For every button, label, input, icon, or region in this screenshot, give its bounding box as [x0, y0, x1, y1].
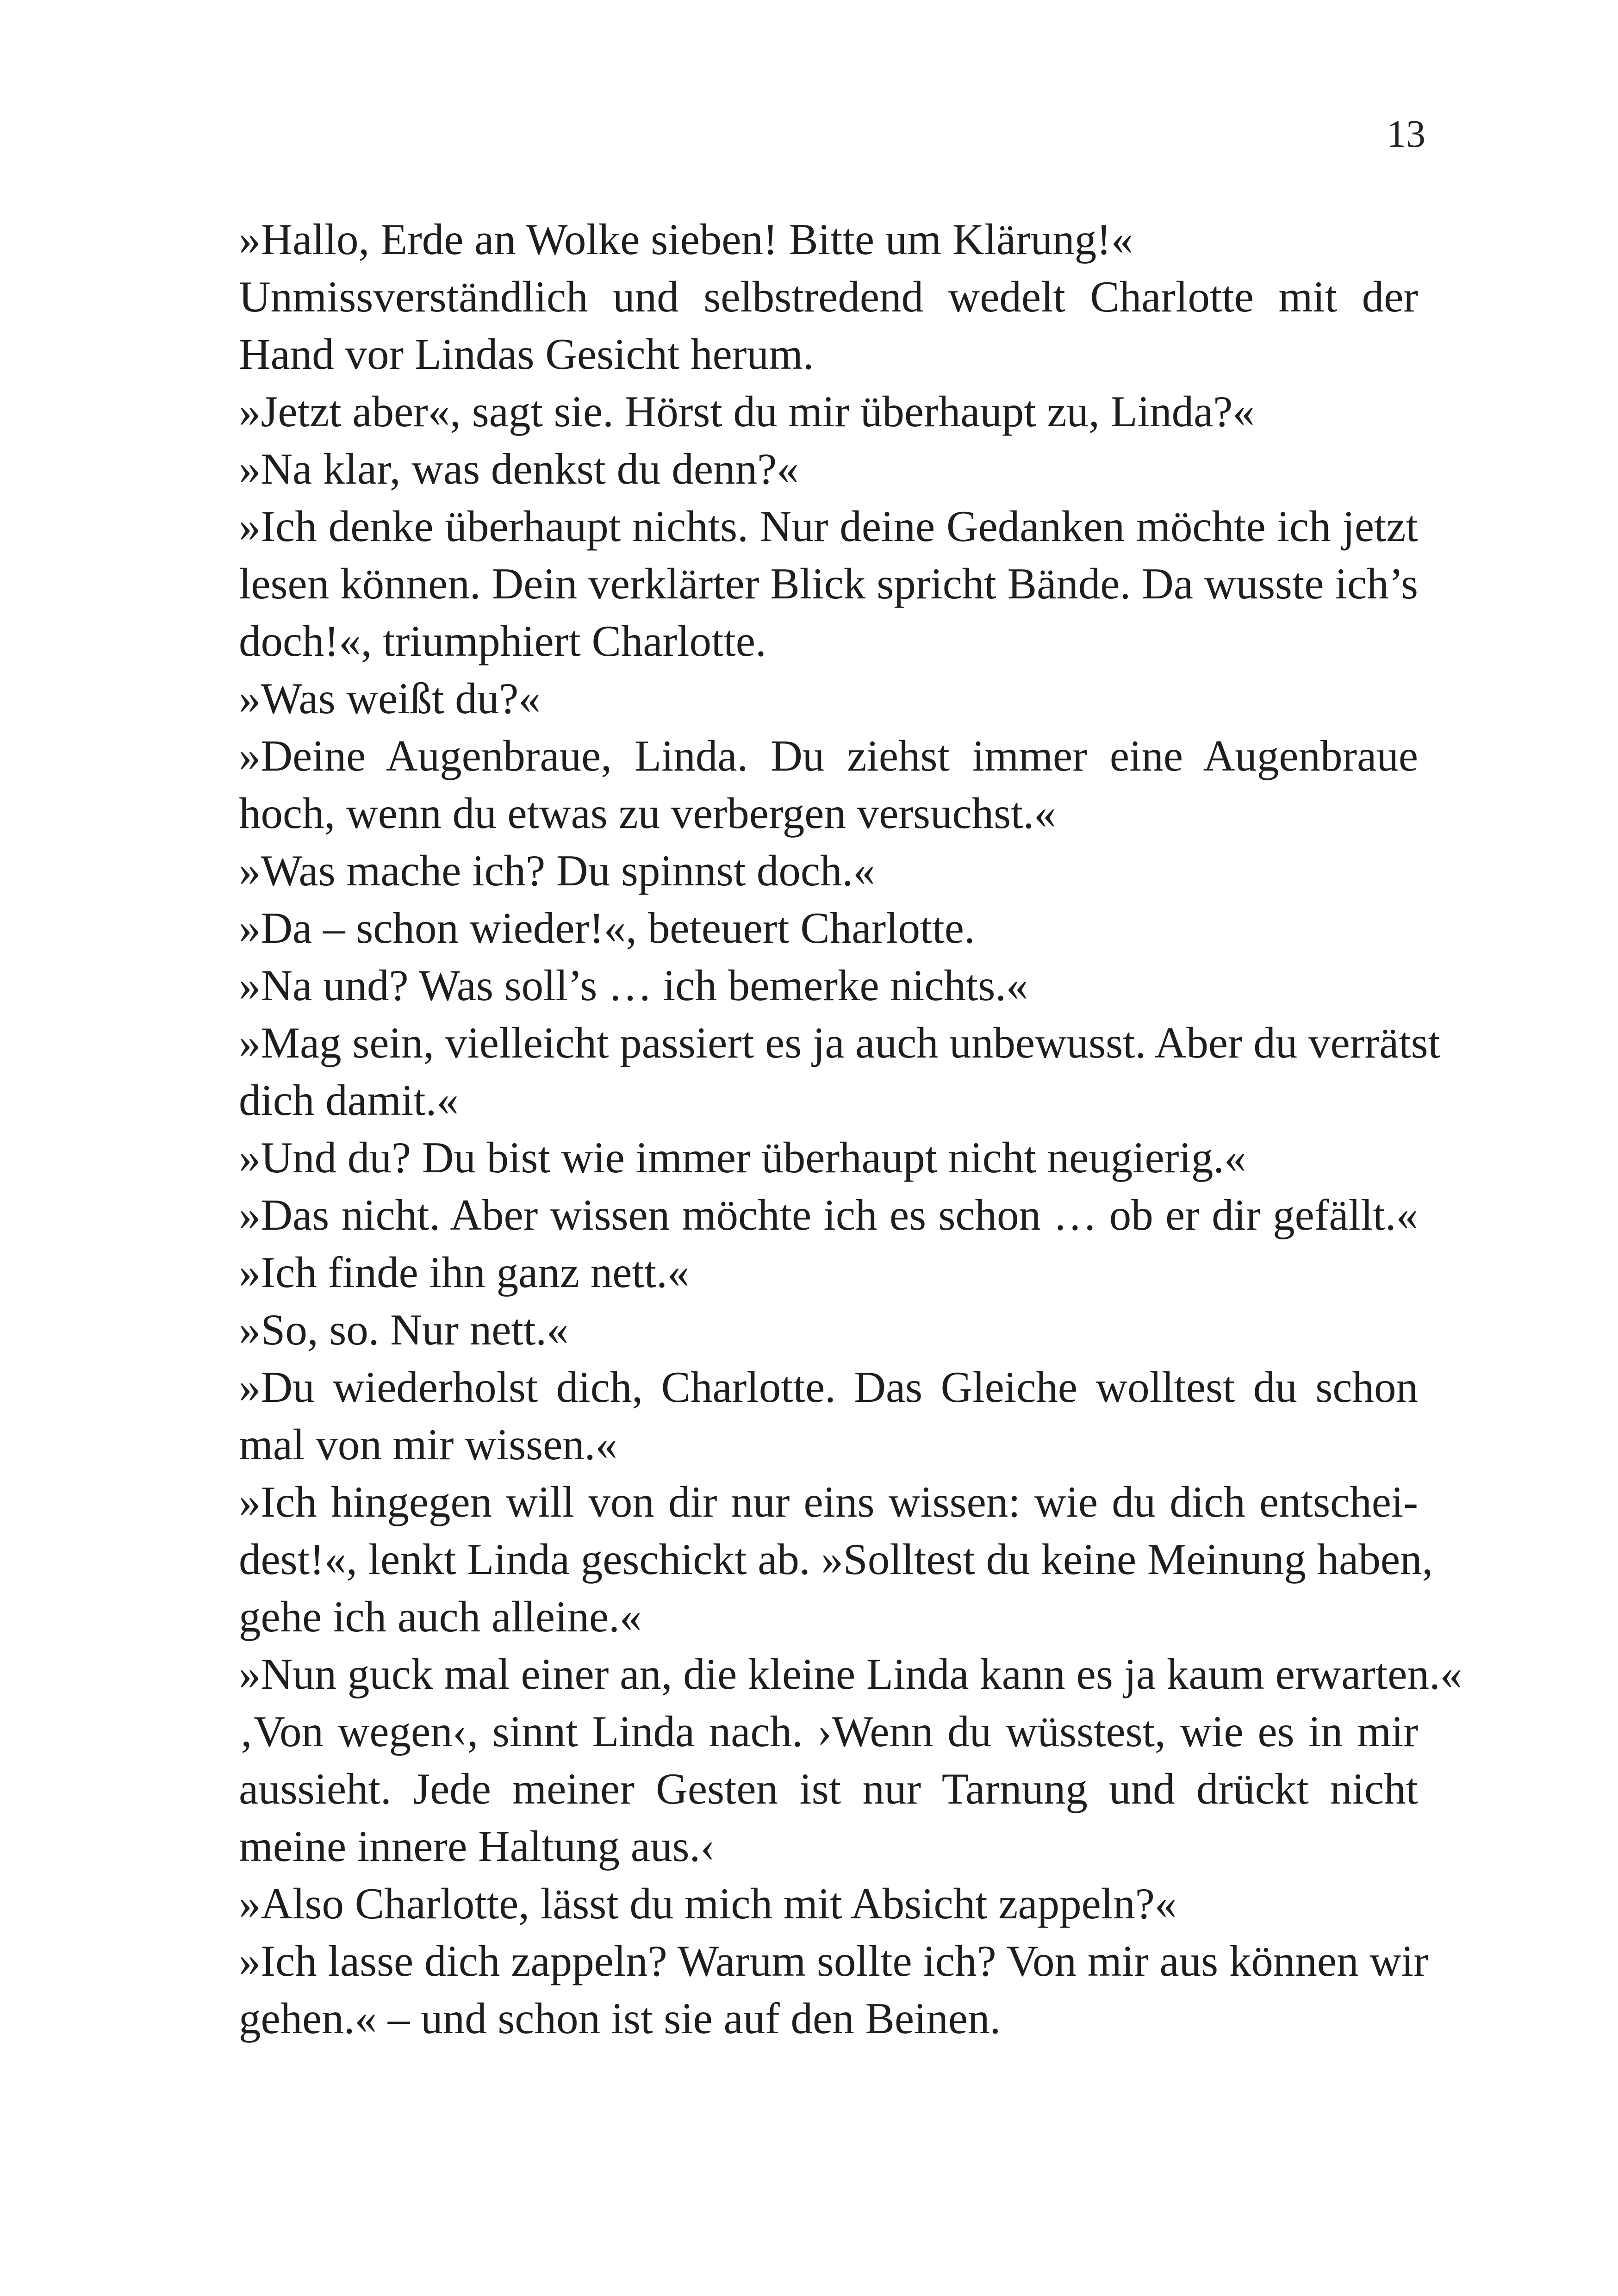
text-line: Unmissverständlich und selbstredend wedelt Charlotte mit der [239, 272, 1418, 321]
text-line: »Nun guck mal einer an, die kleine Linda kann es ja kaum erwarten.« [239, 1649, 1462, 1699]
text-line: »Da – schon wieder!«, beteuert Charlotte. [239, 903, 975, 952]
text-line: »Was weißt du?« [239, 674, 541, 723]
text-line: »Also Charlotte, lässt du mich mit Absicht zappeln?« [239, 1879, 1177, 1928]
text-line: »Jetzt aber«, sagt sie. Hörst du mir überhaupt zu, Linda?« [239, 387, 1255, 436]
text-line: »Du wiederholst dich, Charlotte. Das Gleiche wolltest du schon [239, 1363, 1418, 1412]
text-line: »Deine Augenbraue, Linda. Du ziehst immer eine Augenbraue [239, 731, 1418, 780]
body-text [239, 211, 1462, 2047]
text-line: »Das nicht. Aber wissen möchte ich es schon … ob er dir gefällt.« [239, 1190, 1418, 1239]
text-line: hoch, wenn du etwas zu verbergen versuchst.« [239, 789, 1056, 838]
text-line: gehe ich auch alleine.« [239, 1592, 642, 1641]
text-line: »Ich finde ihn ganz nett.« [239, 1248, 690, 1297]
text-line: »Hallo, Erde an Wolke sieben! Bitte um Klärung!« [239, 215, 1133, 264]
text-line: meine innere Haltung aus.‹ [239, 1822, 715, 1871]
text-line: dest!«, lenkt Linda geschickt ab. »Solltest du keine Meinung haben, [239, 1535, 1433, 1584]
text-line: »Mag sein, vielleicht passiert es ja auch unbewusst. Aber du verrätst [239, 1018, 1440, 1067]
text-line: dich damit.« [239, 1076, 459, 1125]
text-line: »Na und? Was soll’s … ich bemerke nichts.« [239, 961, 1028, 1010]
text-line: mal von mir wissen.« [239, 1420, 617, 1469]
text-line: »Ich hingegen will von dir nur eins wissen: wie du dich entschei- [239, 1477, 1418, 1526]
text-line: lesen können. Dein verklärter Blick spricht Bände. Da wusste ich’s [239, 559, 1418, 608]
text-line: aussieht. Jede meiner Gesten ist nur Tarnung und drückt nicht [239, 1764, 1418, 1813]
text-line: »Ich denke überhaupt nichts. Nur deine Gedanken möchte ich jetzt [239, 502, 1418, 551]
text-line: gehen.« – und schon ist sie auf den Beinen. [239, 1994, 1001, 2043]
text-line: »Ich lasse dich zappeln? Warum sollte ich? Von mir aus können wir [239, 1936, 1428, 1985]
page-number: 13 [1387, 112, 1425, 156]
text-line: »So, so. Nur nett.« [239, 1305, 569, 1354]
text-line: Hand vor Lindas Gesicht herum. [239, 330, 814, 379]
text-line: ‚Von wegen‹, sinnt Linda nach. ›Wenn du wüsstest, wie es in mir [239, 1707, 1418, 1756]
text-line: »Was mache ich? Du spinnst doch.« [239, 846, 875, 895]
text-line: »Na klar, was denkst du denn?« [239, 444, 799, 493]
text-line: »Und du? Du bist wie immer überhaupt nicht neugierig.« [239, 1133, 1246, 1182]
text-line: doch!«, triumphiert Charlotte. [239, 616, 766, 666]
